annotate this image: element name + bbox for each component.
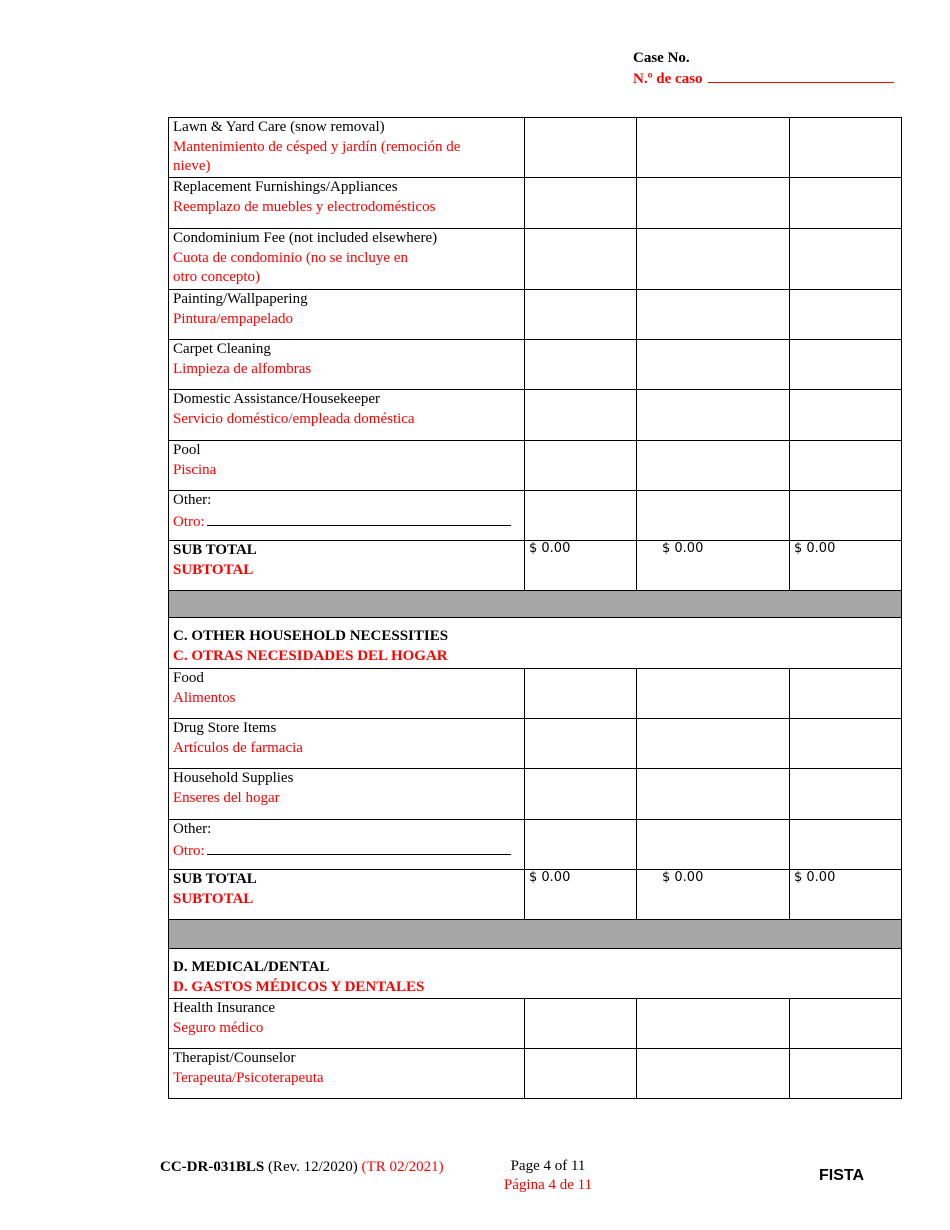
- amount-cell[interactable]: [525, 1049, 637, 1099]
- row-label: Food Alimentos: [169, 669, 525, 719]
- amount-cell[interactable]: [790, 441, 902, 491]
- subtotal-label: SUB TOTAL SUBTOTAL: [169, 541, 525, 591]
- section-separator: [169, 591, 902, 618]
- subtotal-amount: $ 0.00: [790, 541, 902, 591]
- amount-cell[interactable]: [637, 178, 790, 229]
- amount-cell[interactable]: [790, 669, 902, 719]
- section-title-es: D. GASTOS MÉDICOS Y DENTALES: [173, 978, 425, 995]
- section-header-d: [169, 949, 902, 999]
- amount-cell[interactable]: [790, 491, 902, 541]
- case-label-en: Case No.: [633, 50, 690, 66]
- amount-cell[interactable]: [637, 669, 790, 719]
- amount-cell[interactable]: [637, 820, 790, 870]
- subtotal-amount: $ 0.00: [637, 541, 790, 591]
- case-label-es: N.º de caso: [633, 71, 703, 87]
- amount-cell[interactable]: [637, 999, 790, 1049]
- amount-cell[interactable]: [525, 290, 637, 340]
- subtotal-amount: $ 0.00: [637, 870, 790, 920]
- amount-cell[interactable]: [525, 178, 637, 229]
- row-label: Other: Otro:: [169, 820, 525, 870]
- table-row: [169, 719, 902, 769]
- case-number-field[interactable]: [708, 68, 894, 83]
- form-revision: (Rev. 12/2020): [267, 1159, 358, 1175]
- amount-cell[interactable]: [525, 999, 637, 1049]
- amount-cell[interactable]: [525, 118, 637, 178]
- amount-cell[interactable]: [790, 769, 902, 820]
- subtotal-amount: $ 0.00: [525, 541, 637, 591]
- amount-cell[interactable]: [637, 290, 790, 340]
- amount-cell[interactable]: [637, 769, 790, 820]
- table-row: [169, 340, 902, 390]
- section-header-c: [169, 618, 902, 669]
- row-label: Domestic Assistance/Housekeeper Servicio doméstico/empleada doméstica: [169, 390, 525, 441]
- section-title: D. MEDICAL/DENTAL: [173, 959, 330, 975]
- page-number: Page 4 of 11 Página 4 de 11: [503, 1158, 593, 1193]
- row-label: Lawn & Yard Care (snow removal) Mantenimiento de césped y jardín (remoción de nieve): [169, 118, 525, 178]
- subtotal-row: [169, 870, 902, 920]
- amount-cell[interactable]: [525, 229, 637, 290]
- form-id: CC-DR-031BLS: [160, 1159, 265, 1175]
- table-row: [169, 820, 902, 870]
- row-label: Drug Store Items Artículos de farmacia: [169, 719, 525, 769]
- amount-cell[interactable]: [525, 390, 637, 441]
- amount-cell[interactable]: [790, 290, 902, 340]
- row-label: Replacement Furnishings/Appliances Reemplazo de muebles y electrodomésticos: [169, 178, 525, 229]
- row-label: Other: Otro:: [169, 491, 525, 541]
- table-row: [169, 390, 902, 441]
- table-row: [169, 769, 902, 820]
- row-label: Pool Piscina: [169, 441, 525, 491]
- amount-cell[interactable]: [637, 118, 790, 178]
- table-row: [169, 178, 902, 229]
- amount-cell[interactable]: [525, 769, 637, 820]
- section-title-es: C. OTRAS NECESIDADES DEL HOGAR: [173, 647, 448, 664]
- form-translation-revision: (TR 02/2021): [361, 1159, 444, 1175]
- row-label: Condominium Fee (not included elsewhere) Cuota de condominio (no se incluye en otro concepto): [169, 229, 525, 290]
- table-row: [169, 229, 902, 290]
- amount-cell[interactable]: [525, 441, 637, 491]
- row-label: Painting/Wallpapering Pintura/empapelado: [169, 290, 525, 340]
- amount-cell[interactable]: [637, 491, 790, 541]
- row-label: Household Supplies Enseres del hogar: [169, 769, 525, 820]
- table-row: [169, 491, 902, 541]
- subtotal-amount: $ 0.00: [790, 870, 902, 920]
- table-row: [169, 999, 902, 1049]
- amount-cell[interactable]: [790, 340, 902, 390]
- amount-cell[interactable]: [525, 340, 637, 390]
- amount-cell[interactable]: [525, 491, 637, 541]
- other-description-field[interactable]: [207, 840, 511, 855]
- expense-table: [168, 117, 902, 1099]
- amount-cell[interactable]: [790, 719, 902, 769]
- form-identifier: [160, 1159, 444, 1176]
- table-row: [169, 669, 902, 719]
- amount-cell[interactable]: [790, 820, 902, 870]
- amount-cell[interactable]: [637, 719, 790, 769]
- amount-cell[interactable]: [790, 1049, 902, 1099]
- amount-cell[interactable]: [637, 390, 790, 441]
- amount-cell[interactable]: [790, 229, 902, 290]
- table-row: [169, 290, 902, 340]
- table-row: [169, 441, 902, 491]
- table-row: [169, 1049, 902, 1099]
- row-label: Therapist/Counselor Terapeuta/Psicoterapeuta: [169, 1049, 525, 1099]
- section-separator: [169, 920, 902, 949]
- case-number-block: [633, 48, 894, 89]
- row-label: Carpet Cleaning Limpieza de alfombras: [169, 340, 525, 390]
- amount-cell[interactable]: [525, 820, 637, 870]
- footer-code: FISTA: [819, 1167, 865, 1184]
- subtotal-amount: $ 0.00: [525, 870, 637, 920]
- amount-cell[interactable]: [790, 118, 902, 178]
- amount-cell[interactable]: [637, 1049, 790, 1099]
- amount-cell[interactable]: [790, 390, 902, 441]
- amount-cell[interactable]: [525, 719, 637, 769]
- table-row: [169, 118, 902, 178]
- row-label: Health Insurance Seguro médico: [169, 999, 525, 1049]
- amount-cell[interactable]: [525, 669, 637, 719]
- amount-cell[interactable]: [790, 999, 902, 1049]
- subtotal-row: [169, 541, 902, 591]
- subtotal-label: SUB TOTAL SUBTOTAL: [169, 870, 525, 920]
- section-title: C. OTHER HOUSEHOLD NECESSITIES: [173, 628, 449, 644]
- other-description-field[interactable]: [207, 511, 511, 526]
- amount-cell[interactable]: [637, 441, 790, 491]
- amount-cell[interactable]: [637, 340, 790, 390]
- amount-cell[interactable]: [637, 229, 790, 290]
- amount-cell[interactable]: [790, 178, 902, 229]
